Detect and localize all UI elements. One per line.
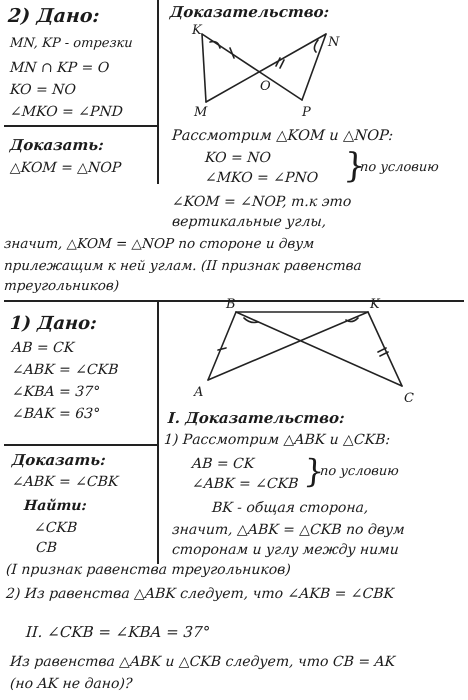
label-b: B bbox=[226, 297, 236, 312]
p1-proof-line: значит, △KOM = △NOP по стороне и двум bbox=[3, 236, 315, 252]
p1-proof-line: ∠MKO = ∠PNO bbox=[204, 170, 319, 186]
p1-brace: } bbox=[342, 146, 368, 186]
p2-proof-line: 1) Рассмотрим △ABK и △CKB: bbox=[163, 432, 391, 448]
label-n: N bbox=[328, 35, 340, 50]
p2-given-line: ∠KBA = 37° bbox=[11, 384, 101, 400]
p1-proof-line: Рассмотрим △KOM и △NOP: bbox=[171, 128, 394, 144]
p2-prove-title: Доказать: bbox=[11, 451, 107, 469]
p2-given-title: 1) Дано: bbox=[9, 313, 98, 334]
horizontal-divider-given bbox=[4, 125, 157, 127]
p1-given-line: MN ∩ KP = O bbox=[9, 60, 110, 76]
p2-prove-line: ∠ABK = ∠CBK bbox=[11, 474, 119, 490]
p1-prove-title: Доказать: bbox=[9, 136, 105, 154]
p2-given-line: ∠BAK = 63° bbox=[11, 406, 101, 422]
p1-proof-line: ∠KOM = ∠NOP, т.к это bbox=[171, 194, 352, 210]
label-o: O bbox=[260, 79, 271, 94]
p2-proof-line: AB = CK bbox=[191, 456, 255, 472]
segment-np bbox=[302, 34, 326, 100]
tick-no-2 bbox=[280, 60, 284, 68]
p2-proof-line: по условию bbox=[319, 464, 400, 479]
p1-prove-line: △KOM = △NOP bbox=[9, 160, 122, 176]
p2-proof-line: значит, △ABK = △CKB по двум bbox=[171, 522, 406, 538]
p2-brace: } bbox=[302, 452, 326, 490]
p1-given-line: KO = NO bbox=[9, 82, 77, 98]
vertical-divider-top bbox=[157, 0, 159, 184]
p1-proof-line: вертикальные углы, bbox=[171, 214, 327, 230]
p2-proof-line: (I признак равенства треугольников) bbox=[5, 562, 292, 578]
angle-n-arc bbox=[314, 40, 318, 52]
p2-proof-line: 2) Из равенства △ABK следует, что ∠AKB = ∠CBK bbox=[5, 586, 395, 602]
figure-bowtie bbox=[190, 20, 340, 120]
label-k: K bbox=[370, 297, 380, 312]
label-c: C bbox=[404, 391, 414, 406]
angle-k-arc bbox=[210, 42, 220, 48]
segment-km bbox=[202, 34, 206, 102]
p2-part2-line: Из равенства △ABK и △CKB следует, что CB = AK bbox=[9, 654, 396, 670]
label-k: K bbox=[192, 23, 202, 38]
label-m: M bbox=[194, 105, 208, 120]
vertical-divider-bottom bbox=[157, 302, 159, 564]
tick-ab bbox=[218, 348, 226, 350]
p2-given-line: AB = CK bbox=[11, 340, 75, 356]
p2-find-line: ∠CKB bbox=[33, 520, 78, 536]
label-p: P bbox=[302, 105, 311, 120]
p1-given-line: MN, KP - отрезки bbox=[9, 36, 134, 51]
label-a: A bbox=[194, 385, 204, 400]
p2-proof-line: ∠ABK = ∠CKB bbox=[191, 476, 299, 492]
segment-bc bbox=[236, 312, 402, 386]
p2-find-line: CB bbox=[35, 540, 58, 556]
p1-proof-line: по условию bbox=[359, 160, 440, 175]
p2-proof-line: BK - общая сторона, bbox=[211, 500, 369, 516]
p1-given-line: ∠MKO = ∠PND bbox=[9, 104, 124, 120]
p1-proof-title: Доказательство: bbox=[169, 3, 330, 21]
p2-proof-line: сторонам и углу между ними bbox=[171, 542, 400, 558]
figure-quadrilateral bbox=[180, 296, 430, 408]
p2-find-title: Найти: bbox=[23, 498, 88, 514]
p2-part2-line: II. ∠CKB = ∠KBA = 37° bbox=[25, 623, 211, 641]
p2-given-line: ∠ABK = ∠CKB bbox=[11, 362, 119, 378]
p2-part2-line: (но AK не дано)? bbox=[9, 676, 133, 692]
p2-proof-title: I. Доказательство: bbox=[167, 409, 346, 427]
horizontal-divider-given-2 bbox=[4, 444, 157, 446]
p1-proof-line: прилежащим к ней углам. (II признак равенства bbox=[3, 258, 363, 274]
p1-proof-line: треугольников) bbox=[3, 278, 120, 294]
p1-proof-line: KO = NO bbox=[204, 150, 272, 166]
p1-given-title: 2) Дано: bbox=[7, 5, 101, 27]
